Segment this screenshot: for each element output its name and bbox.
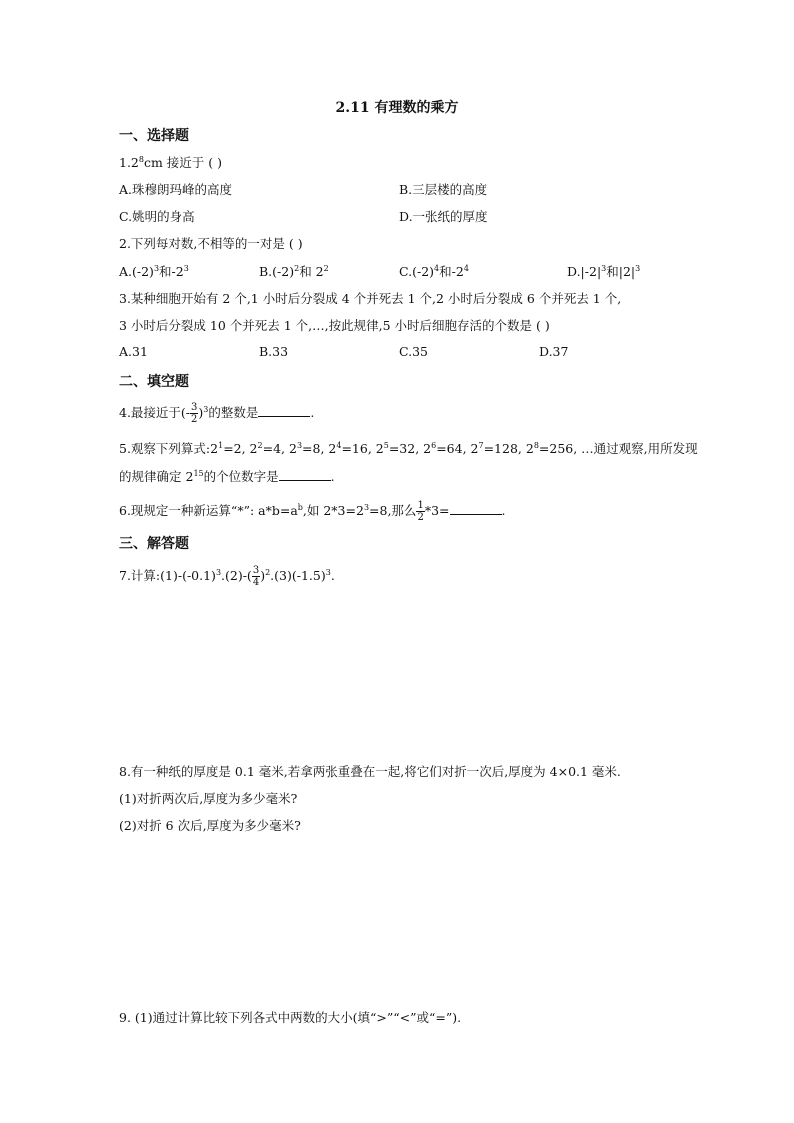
question-5-line-2: 的规律确定 $2^{15}$的个位数字是 .	[119, 469, 335, 484]
question-3-line-1: 3.某种细胞开始有 2 个,1 小时后分裂成 4 个并死去 1 个,2 小时后分裂成 6 个并死去 1 个,	[119, 291, 622, 306]
q3-option-d: D.37	[539, 344, 569, 359]
question-3-line-2: 3 小时后分裂成 10 个并死去 1 个,…,按此规律,5 小时后细胞存活的个数是 ( )	[119, 318, 550, 333]
fraction: $\frac{3}{2}$	[191, 402, 198, 425]
section-heading-fill: 二、填空题	[119, 374, 189, 390]
question-5-line-1: 5.观察下列算式$:2^1=2$, $2^2=4$, $2^3=8$, $2^4=16$, $2^5=32$, $2^6=64$, $2^7=128$, $2^8=256$, …通过观察,用所发现	[119, 441, 698, 456]
question-1: $1.2^8cm$ 接近于 ( )	[119, 155, 223, 170]
q3-option-a: A.31	[119, 344, 148, 359]
q1-option-d: D.一张纸的厚度	[399, 209, 488, 224]
question-7: 7.计算$:(1)-(-0.1)^3.(2)-$( $\frac{3}{4}$ )$^2.(3)(-1.5)^3$.	[119, 565, 335, 588]
question-4: 4.最接近于(- $\frac{3}{2}$ )$^3$的整数是 .	[119, 402, 315, 425]
document-title: 2.11 有理数的乘方	[335, 100, 459, 116]
section-heading-solve: 三、解答题	[119, 536, 189, 552]
question-2: 2.下列每对数,不相等的一对是 ( )	[119, 236, 303, 251]
q2-option-c: $C.(-2)^4$和$-2^4$	[399, 264, 469, 279]
q3-option-b: B.33	[259, 344, 289, 359]
answer-blank	[279, 468, 331, 481]
q2-option-b: $B.(-2)^2$和 $2^2$	[259, 264, 329, 279]
q1-option-c: C.姚明的身高	[119, 209, 195, 224]
fraction: $\frac{1}{2}$	[417, 500, 424, 523]
q1-option-b: B.三层楼的高度	[399, 182, 488, 197]
question-6: 6.现规定一种新运算“*”: $a*b=a^b$,如 $2*3=2^3=8$,那么 $\frac{1}{2}$ *3= .	[119, 500, 506, 523]
q2-option-d: $D.|-2|^3$和$|2|^3$	[567, 264, 641, 279]
question-9-line-1: 9. (1)通过计算比较下列各式中两数的大小(填“>”“<”或“=”).	[119, 1010, 462, 1025]
fraction: $\frac{3}{4}$	[252, 565, 260, 588]
answer-blank	[450, 502, 502, 515]
question-8-line-1: 8.有一种纸的厚度是 0.1 毫米,若拿两张重叠在一起,将它们对折一次后,厚度为 4×0.1 毫米.	[119, 764, 621, 779]
q2-option-a: $A.(-2)^3$和$-2^3$	[119, 264, 189, 279]
q1-option-a: A.珠穆朗玛峰的高度	[119, 182, 233, 197]
section-heading-choice: 一、选择题	[119, 128, 189, 144]
answer-blank	[258, 404, 310, 417]
question-8-part-2: (2)对折 6 次后,厚度为多少毫米?	[119, 818, 301, 833]
question-8-part-1: (1)对折两次后,厚度为多少毫米?	[119, 791, 298, 806]
q3-option-c: C.35	[399, 344, 428, 359]
